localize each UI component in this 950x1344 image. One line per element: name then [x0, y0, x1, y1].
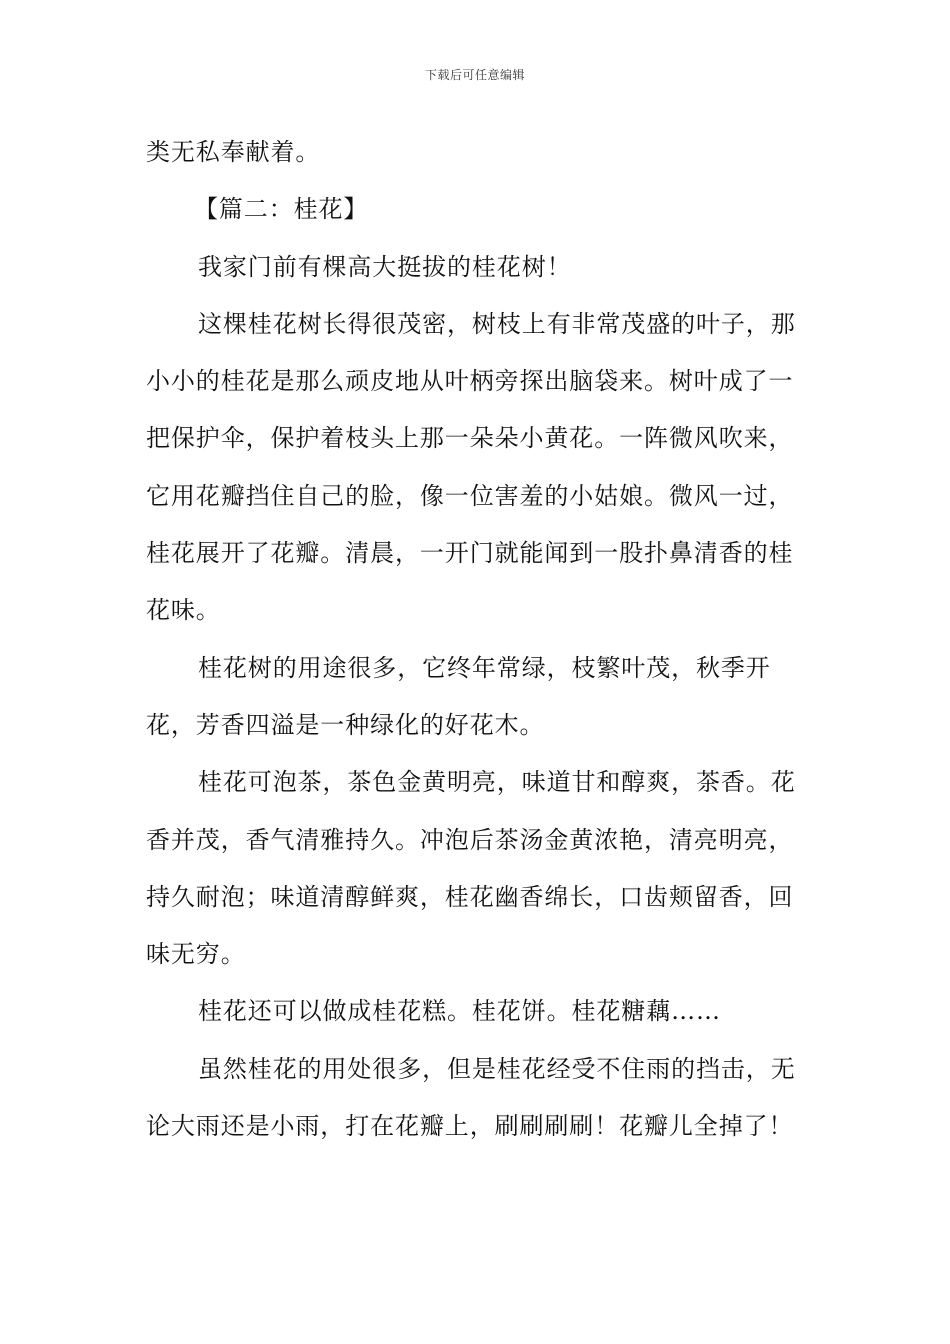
- paragraph: 桂花还可以做成桂花糕。桂花饼。桂花糖藕……: [198, 997, 721, 1026]
- paragraph: 虽然桂花的用处很多，但是桂花经受不住雨的挡击，无论大雨还是小雨，打在花瓣上，刷刷刷刷！花瓣儿全掉了！: [146, 1054, 796, 1141]
- section-heading: 【篇二：桂花】: [194, 195, 369, 224]
- paragraph: 桂花树的用途很多，它终年常绿，枝繁叶茂，秋季开花，芳香四溢是一种绿化的好花木。: [146, 653, 771, 739]
- document-body: [146, 124, 806, 1155]
- paragraph: 这棵桂花树长得很茂密，树枝上有非常茂盛的叶子，那小小的桂花是那么顽皮地从叶柄旁探出脑袋来。树叶成了一把保护伞，保护着枝头上那一朵朵小黄花。一阵微风吹来，它用花瓣挡住自己的脸，像一位害羞的小姑娘。微风一过，桂花展开了花瓣。清晨，一开门就能闻到一股扑鼻清香的桂花味。: [146, 309, 796, 625]
- paragraph-continuation: 类无私奉献着。: [146, 138, 321, 166]
- paragraph: 桂花可泡茶，茶色金黄明亮，味道甘和醇爽，茶香。花香并茂，香气清雅持久。冲泡后茶汤金黄浓艳，清亮明亮，持久耐泡；味道清醇鲜爽，桂花幽香绵长，口齿颊留香，回味无穷。: [146, 768, 796, 969]
- page-header: 下载后可任意编辑: [424, 68, 525, 82]
- paragraph: 我家门前有棵高大挺拔的桂花树！: [198, 252, 572, 281]
